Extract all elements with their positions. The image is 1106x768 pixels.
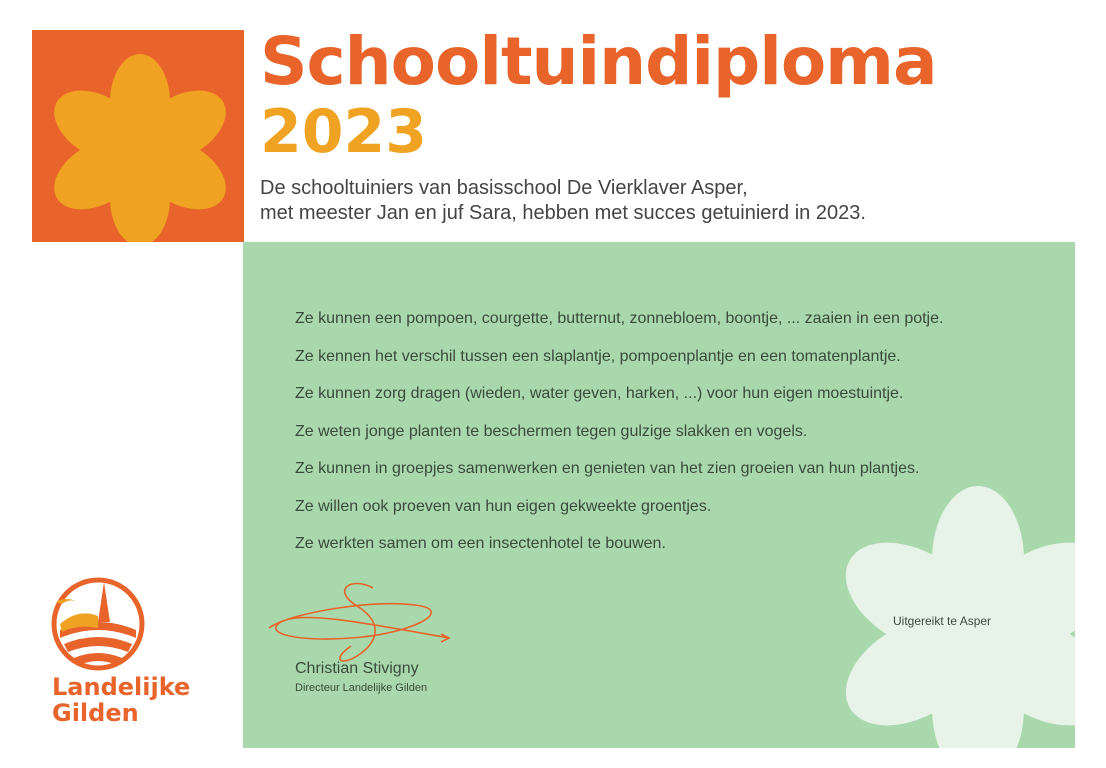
- list-item: Ze weten jonge planten te beschermen tegen gulzige slakken en vogels.: [295, 422, 808, 440]
- skills-list: [295, 310, 943, 573]
- signer-role: Directeur Landelijke Gilden: [295, 682, 428, 694]
- intro-line: met meester Jan en juf Sara, hebben met succes getuinierd in 2023.: [260, 202, 866, 224]
- list-item: Ze willen ook proeven van hun eigen gekweekte groentjes.: [295, 497, 712, 515]
- list-item: Ze kennen het verschil tussen een slaplantje, pompoenplantje en een tomatenplantje.: [295, 347, 901, 365]
- intro-line: De schooltuiniers van basisschool De Vierklaver Asper,: [260, 177, 748, 199]
- diploma-year: 2023: [260, 97, 427, 167]
- list-item: Ze kunnen in groepjes samenwerken en genieten van het zien groeien van hun plantjes.: [295, 460, 920, 477]
- page-title: Schooltuindiploma: [260, 23, 937, 100]
- signature-icon: [261, 576, 461, 666]
- issued-location: Uitgereikt te Asper: [893, 614, 992, 628]
- org-logo-line: Gilden: [52, 699, 139, 727]
- signer-name: Christian Stivigny: [295, 660, 419, 677]
- intro-text: [260, 176, 866, 226]
- org-logo-line: Landelijke: [52, 673, 191, 701]
- landelijke-gilden-logo-icon: [48, 574, 148, 674]
- header-logo: [32, 30, 244, 242]
- org-logo-text: [52, 674, 190, 726]
- list-item: Ze kunnen zorg dragen (wieden, water geven, harken, ...) voor hun eigen moestuintje.: [295, 385, 904, 402]
- skills-panel: [243, 242, 1075, 748]
- list-item: Ze werkten samen om een insectenhotel te bouwen.: [295, 535, 666, 552]
- list-item: Ze kunnen een pompoen, courgette, butternut, zonnebloem, boontje, ... zaaien in een potje.: [295, 310, 944, 327]
- flower-icon: [32, 30, 244, 242]
